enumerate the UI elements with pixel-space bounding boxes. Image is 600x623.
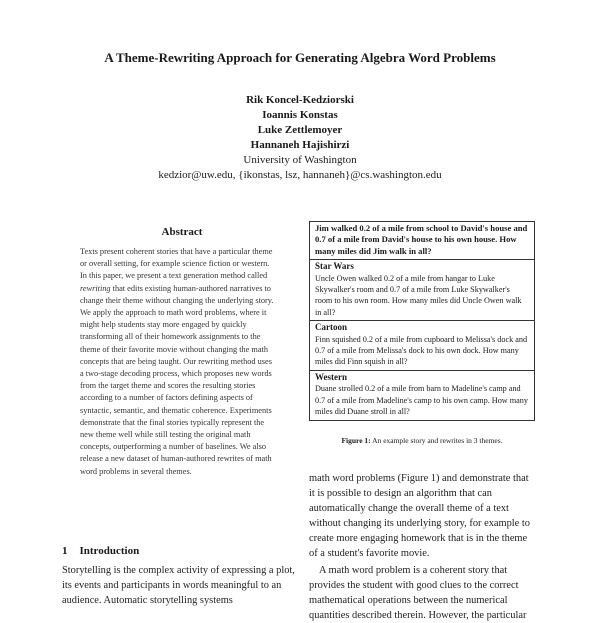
- paper-title: A Theme-Rewriting Approach for Generating Algebra Word Problems: [104, 50, 496, 65]
- author-name: Hannaneh Hajishirzi: [250, 139, 350, 151]
- author-name: Luke Zettlemoyer: [257, 124, 343, 136]
- author-name: Ioannis Konstas: [262, 109, 338, 121]
- rewrite-cartoon: [310, 321, 534, 371]
- abstract-text: Texts present coherent stories that have a particular theme or overall setting, for example science fiction or western. In this paper, we present a text generation method called: [80, 247, 273, 281]
- caption-label: Figure 1:: [341, 436, 371, 445]
- body-paragraph: A math word problem is a coherent story that provides the student with good clues to the correct mathematical operations between the numerical quantities described therein. However, the particular: [309, 565, 527, 621]
- figure-caption: [309, 436, 535, 445]
- theme-heading: Star Wars: [315, 261, 354, 272]
- right-column-text: [309, 471, 535, 623]
- author-block: [0, 93, 600, 183]
- theme-heading: Western: [315, 371, 347, 382]
- abstract-body: [80, 246, 276, 478]
- author-emails: kedzior@uw.edu, {ikonstas, lsz, hannaneh}@cs.washington.edu: [158, 169, 442, 181]
- introduction-text: [62, 563, 302, 608]
- section-heading: [62, 545, 139, 557]
- abstract-text: that edits existing human-authored narratives to change their theme without changing the underlying story. We apply the approach to math word problems, where it might help students stay more engaged by quickly transforming all of their homework assignments to the theme of their favorite movie without changing the math concepts that are being taught. Our rewriting method uses a two-stage decoding process, which proposes new words from the target theme and scores the resulting stories according to a number of factors defining aspects of syntactic, semantic, and thematic coherence. Experiments demonstrate that the final stories typically represent the new theme well while still testing the original math concepts, outperforming a number of baselines. We also release a new dataset of human-authored rewrites of math word problems in several themes.: [80, 283, 274, 476]
- caption-text: An example story and rewrites in 3 themes.: [370, 436, 503, 445]
- original-problem: Jim walked 0.2 of a mile from school to David's house and 0.7 of a mile from David's house to his own house. How many miles did Jim walk in all?: [310, 222, 534, 260]
- theme-heading: Cartoon: [315, 322, 347, 333]
- intro-paragraph: Storytelling is the complex activity of expressing a plot, its events and participants in words meaningful to an audience. Automatic storytelling systems: [62, 565, 295, 606]
- rewrite-western: [310, 371, 534, 420]
- section-title: Introduction: [79, 545, 140, 557]
- author-name: Rik Koncel-Kedziorski: [246, 94, 354, 106]
- abstract-italic-term: rewriting: [80, 283, 111, 293]
- section-number: 1: [62, 545, 68, 557]
- rewrite-text: Finn squished 0.2 of a mile from cupboard to Melissa's dock and 0.7 of a mile from Melissa's dock to his own dock. How many miles did Finn squish in all?: [315, 334, 528, 367]
- figure-1-box: [309, 221, 535, 421]
- rewrite-text: Duane strolled 0.2 of a mile from barn to Madeline's camp and 0.7 of a mile from Madeline's camp to his own camp. How many miles did Duane stroll in all?: [315, 384, 528, 417]
- body-paragraph: math word problems (Figure 1) and demonstrate that it is possible to design an algorithm that can automatically change the overall theme of a text without changing its underlying story, for example to create more engaging homework that is in the theme of a student's favorite movie.: [309, 473, 530, 559]
- rewrite-text: Uncle Owen walked 0.2 of a mile from hangar to Luke Skywalker's room and 0.7 of a mile from Luke Skywalker's room to his own room. How many miles did Uncle Owen walk in all?: [315, 273, 522, 317]
- affiliation: University of Washington: [243, 154, 357, 166]
- abstract-heading: Abstract: [161, 226, 203, 238]
- rewrite-star-wars: [310, 260, 534, 321]
